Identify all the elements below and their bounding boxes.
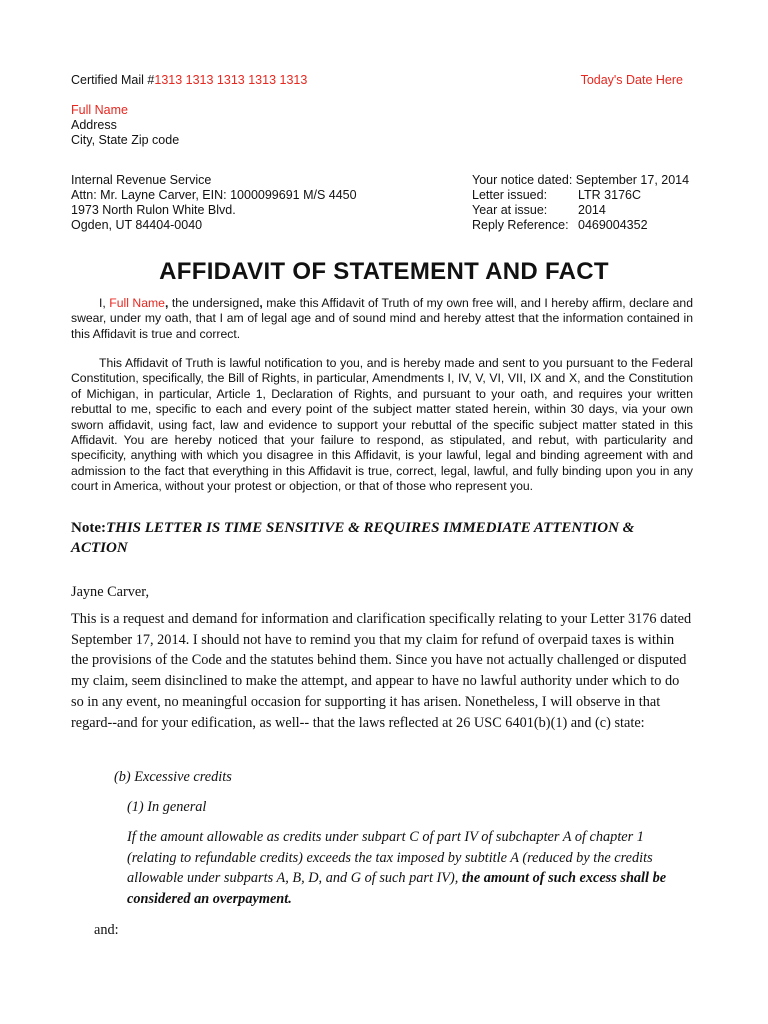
para1-full-name: Full Name: [109, 296, 165, 310]
quote-text-body: If the amount allowable as credits under subpart C of part IV of subchapter A of chapter 1 (relating to refundable credits) exceeds the tax imposed by subtitle A (reduced by the credits allowable under subparts A, B, D, and G of such part IV),: [127, 829, 653, 887]
quote-heading-1: (1) In general: [127, 799, 207, 815]
year-value: 2014: [578, 203, 606, 217]
certified-mail-number: 1313 1313 1313 1313 1313: [154, 73, 308, 87]
sender-address: Address: [71, 118, 117, 132]
notice-dated-row: [472, 173, 689, 188]
letter-issued-row: [472, 188, 689, 203]
and-text: and:: [94, 922, 119, 938]
reply-label: Reply Reference:: [472, 218, 569, 232]
para1-comma: ,: [164, 296, 169, 310]
letter-issued-value: LTR 3176C: [578, 188, 641, 202]
quote-text: [127, 827, 667, 910]
sender-block: [71, 103, 179, 148]
year-row: [472, 203, 689, 218]
affidavit-paragraph-1: [71, 296, 693, 342]
letter-issued-label: Letter issued:: [472, 188, 548, 202]
reply-value: 0469004352: [578, 218, 648, 232]
para1-prefix: I,: [99, 296, 110, 310]
letter-body: This is a request and demand for information and clarification specifically relating to your Letter 3176 dated September 17, 2014. I should not have to remind you that my claim for refund of overpaid taxes is within the provisions of the Code and the statutes behind them. Since you have not actually challenged or disputed my claim, seem disinclined to make the attempt, and appear to have no lawful authority under which to do so in any event, no meaningful occasion for supporting it has arisen. Nonetheless, I will observe in that regard--and for your edification, as well-- that the laws reflected at 26 USC 6401(b)(1) and (c) state:: [71, 611, 692, 731]
year-label: Year at issue:: [472, 203, 548, 217]
notice-info-block: [472, 173, 689, 233]
recipient-block: [71, 173, 357, 233]
note-label: Note:: [71, 520, 106, 536]
certified-mail-label: Certified Mail #: [71, 73, 155, 87]
recipient-line1: Internal Revenue Service: [71, 173, 212, 187]
salutation: Jayne Carver,: [71, 584, 150, 600]
quote-bold-text: the amount of such excess shall be considered an overpayment.: [127, 870, 667, 908]
notice-dated-value: September 17, 2014: [575, 173, 690, 187]
para1-rest1: the undersigned: [168, 296, 260, 310]
recipient-line2: Attn: Mr. Layne Carver, EIN: 1000099691 M/S 4450: [71, 188, 357, 202]
affidavit-paragraph-2: This Affidavit of Truth is lawful notification to you, and is hereby made and sent to you pursuant to the Federal Constitution, specifically, the Bill of Rights, in particular, Amendments I, IV, V, VI, VII, IX and X, and the Constitution of Michigan, in particular, Article 1, Declaration of Rights, and pursuant to your oath, and requires your written rebuttal to me, specific to each and every point of the subject matter stated herein, within 30 days, via your own sworn affidavit, using fact, law and evidence to support your rebuttal of the specific subject matter stated in this Affidavit. You are hereby noticed that your failure to respond, as stipulated, and rebut, with particularity and specificity, anything with which you disagree in this Affidavit, is your lawful, legal and binding agreement with and admission to the fact that everything in this Affidavit is true, correct, legal, lawful, and fully binding upon you in any court in America, without your protest or objection, or that of those who represent you.: [71, 356, 693, 494]
reply-row: [472, 218, 689, 233]
sender-city-state-zip: City, State Zip code: [71, 133, 180, 147]
quote-heading-b: (b) Excessive credits: [114, 769, 232, 785]
certified-mail-line: [71, 73, 307, 88]
note-text: THIS LETTER IS TIME SENSITIVE & REQUIRES IMMEDIATE ATTENTION & ACTION: [71, 520, 635, 556]
para1-rest2: make this Affidavit of Truth of my own free will, and I hereby affirm, declare and swear, under my oath, that I am of legal age and of sound mind and hereby attest that the information contained in this Affidavit is true and correct.: [71, 296, 693, 341]
para1-comma2: ,: [259, 296, 263, 310]
time-sensitive-note: [71, 518, 671, 558]
todays-date: Today's Date Here: [580, 73, 683, 87]
recipient-line4: Ogden, UT 84404-0040: [71, 218, 203, 232]
recipient-line3: 1973 North Rulon White Blvd.: [71, 203, 236, 217]
document-title: AFFIDAVIT OF STATEMENT AND FACT: [159, 258, 609, 285]
sender-full-name: Full Name: [71, 103, 128, 117]
notice-dated-label: Your notice dated:: [472, 173, 573, 187]
